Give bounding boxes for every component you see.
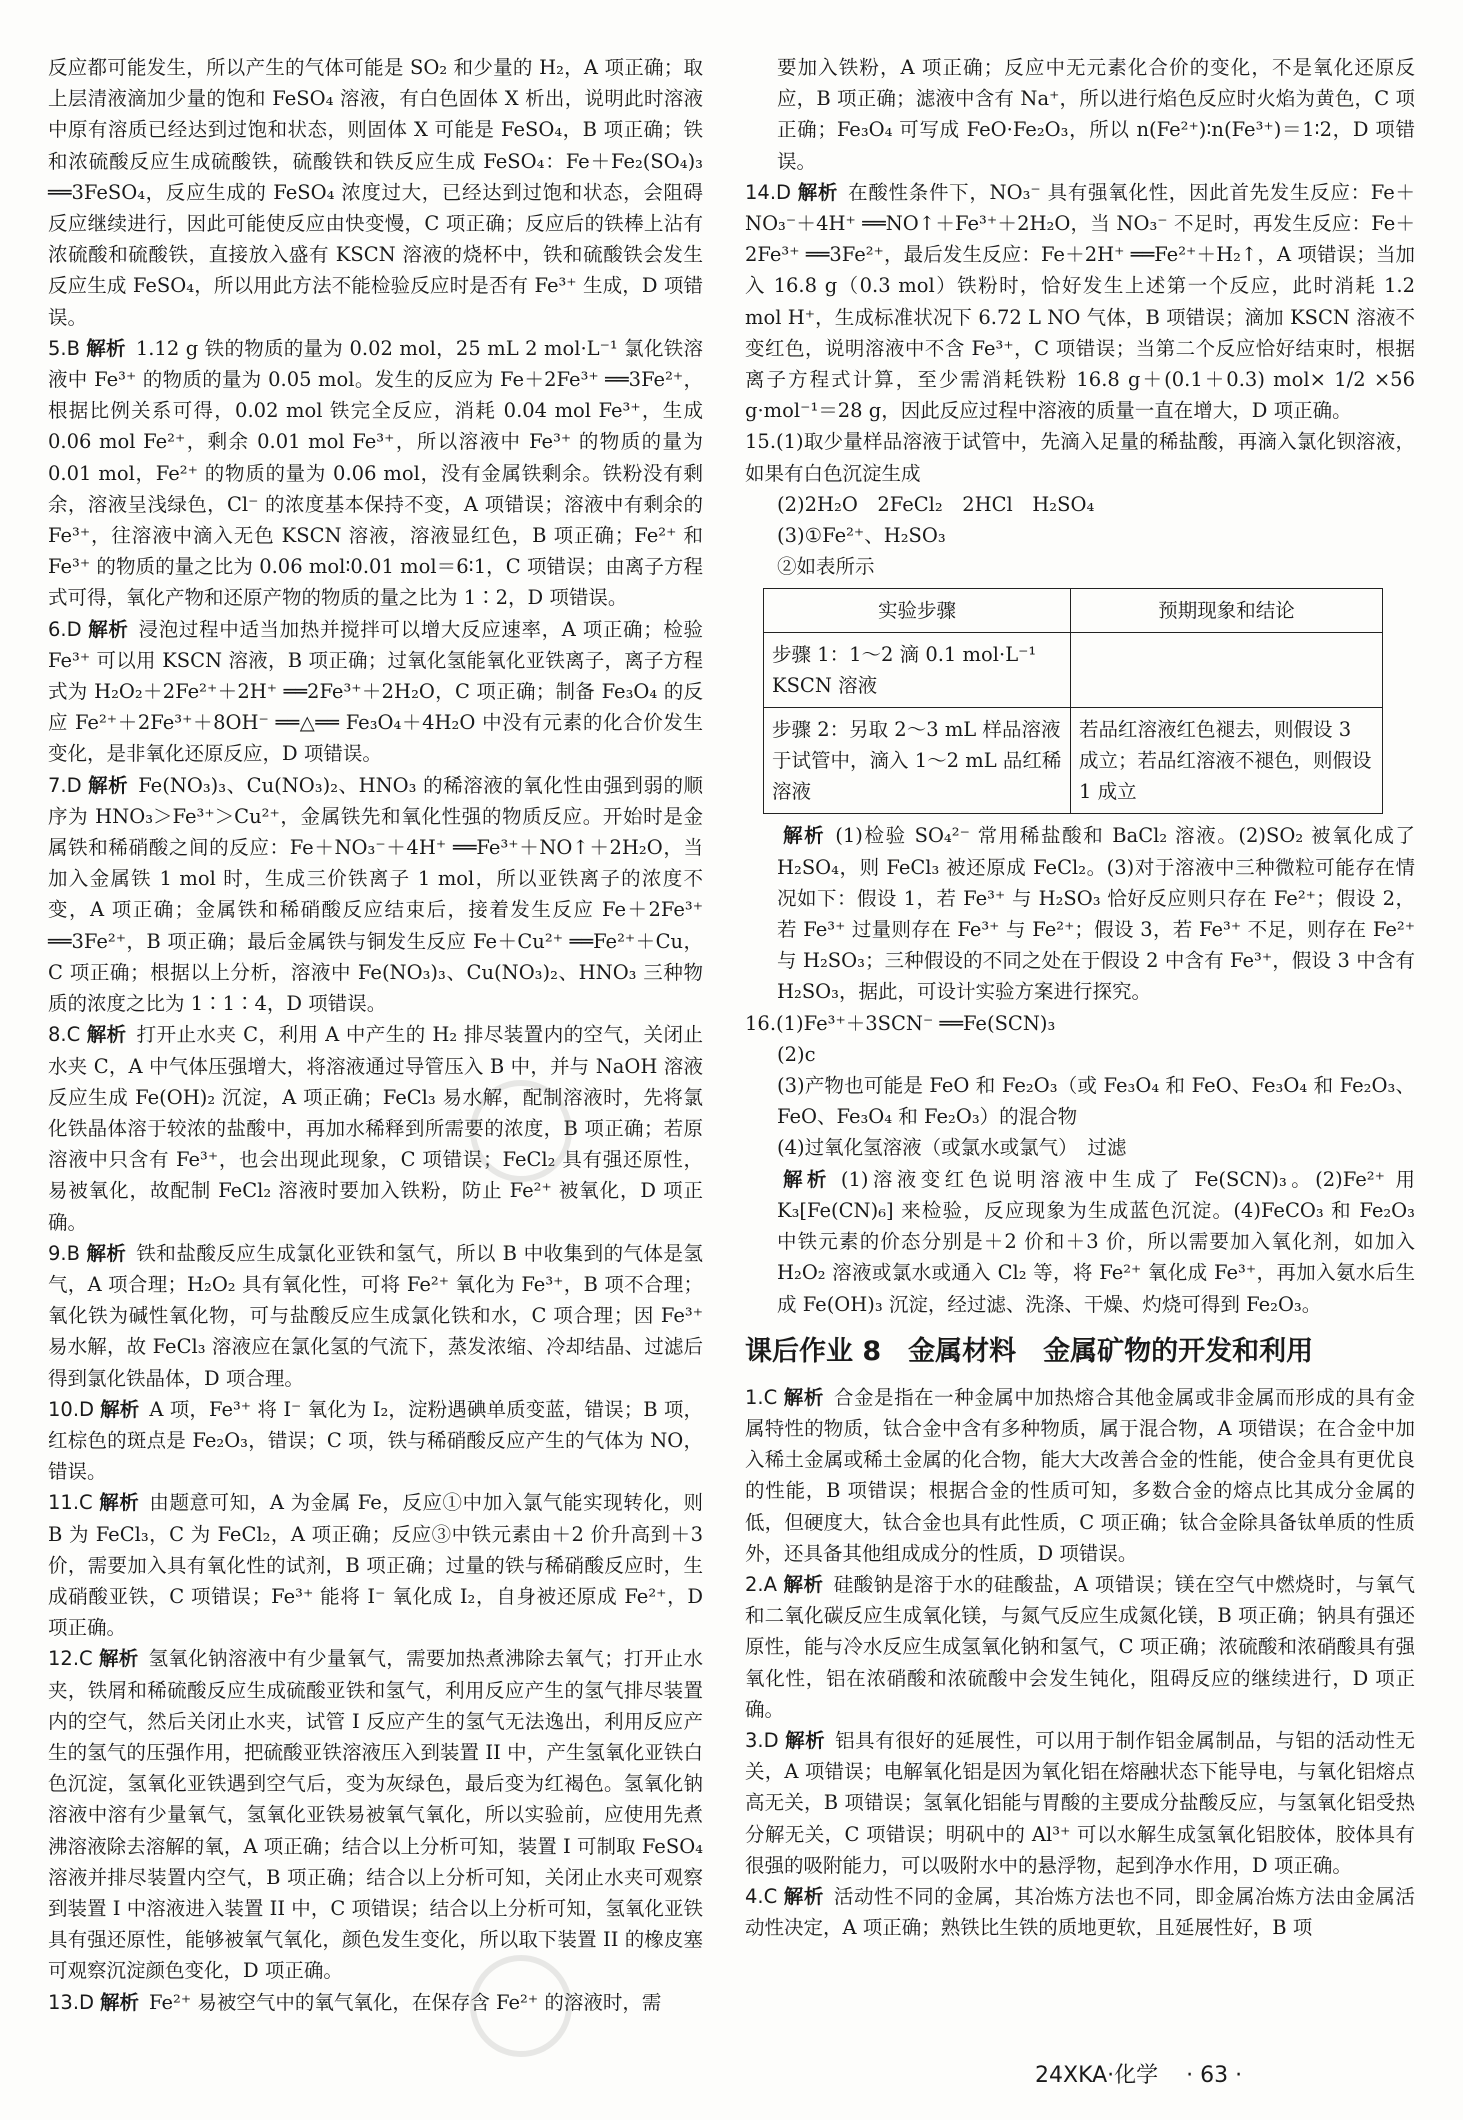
table-header: 实验步骤 [764, 589, 1071, 633]
left-column [48, 52, 703, 2018]
answer-6: 6.D 解析 浸泡过程中适当加热并搅拌可以增大反应速率，A 项正确；检验 Fe³⁺ 可以用 KSCN 溶液，B 项正确；过氧化氢能氧化亚铁离子，离子方程式为 H₂O₂＋2Fe²⁺＋2H⁺ ══2Fe³⁺＋2H₂O，C 项正确；制备 Fe₃O₄ 的反应 Fe²⁺＋2Fe³⁺＋8OH⁻ ══△══ Fe₃O₄＋4H₂O 中没有元素的化合价发生变化，是非氧化还原反应，D 项错误。 [48, 617, 703, 766]
answer-11: 11.C 解析 由题意可知，A 为金属 Fe，反应①中加入氯气能实现转化，则 B 为 FeCl₃，C 为 FeCl₂，A 项正确；反应③中铁元素由＋2 价升高到＋3 价，需要加入具有氧化性的试剂，B 项正确；过量的铁与稀硝酸反应时，生成硝酸亚铁，C 项错误；Fe³⁺ 能将 I⁻ 氧化成 I₂，自身被还原成 Fe²⁺，D 项正确。 [48, 1491, 703, 1640]
table-header: 预期现象和结论 [1071, 589, 1383, 633]
section-heading: 课后作业 8 金属材料 金属矿物的开发和利用 [745, 1335, 1314, 1367]
answer-12: 12.C 解析 氢氧化钠溶液中有少量氧气，需要加热煮沸除去氧气；打开止水夹，铁屑和稀硫酸反应生成硫酸亚铁和氢气，利用反应产生的氢气排尽装置内的空气，然后关闭止水夹，试管 I 反应产生的氢气无法逸出，利用反应产生的氢气的压强作用，把硫酸亚铁溶液压入到装置 II 中，产生氢氧化亚铁白色沉淀，氢氧化亚铁遇到空气后，变为灰绿色，最后变为红褐色。氢氧化钠溶液中溶有少量氧气，氢氧化亚铁易被氧气氧化，所以实验前，应使用先煮沸溶液除去溶解的氧，A 项正确；结合以上分析可知，装置 I 可制取 FeSO₄ 溶液并排尽装置内空气，B 项正确；结合以上分析可知，关闭止水夹可观察到装置 I 中溶液进入装置 II 中，C 项错误；结合以上分析可知，氢氧化亚铁具有强还原性，能够被氧气氧化，颜色发生变化，所以取下装置 II 的橡皮塞可观察沉淀颜色变化，D 项正确。 [48, 1647, 703, 1983]
answer-5: 5.B 解析 1.12 g 铁的物质的量为 0.02 mol，25 mL 2 mol·L⁻¹ 氯化铁溶液中 Fe³⁺ 的物质的量为 0.05 mol。发生的反应为 Fe＋2Fe³⁺ ══3Fe²⁺，根据比例关系可得，0.02 mol 铁完全反应，消耗 0.04 mol Fe³⁺，生成 0.06 mol Fe²⁺，剩余 0.01 mol Fe³⁺，所以溶液中 Fe³⁺ 的物质的量为 0.01 mol，Fe²⁺ 的物质的量为 0.06 mol，没有金属铁剩余。铁粉没有剩余，溶液呈浅绿色，Cl⁻ 的浓度基本保持不变，A 项错误；溶液中有剩余的 Fe³⁺，往溶液中滴入无色 KSCN 溶液，溶液显红色，B 项正确；Fe²⁺ 和 Fe³⁺ 的物质的量之比为 0.06 mol∶0.01 mol＝6∶1，C 项错误；由离子方程式可得，氧化产物和还原产物的物质的量之比为 1∶2，D 项错误。 [48, 336, 703, 610]
table-row [764, 708, 1383, 814]
answer-16-2: (2)c [777, 1042, 816, 1066]
paragraph-cont: 反应都可能发生，所以产生的气体可能是 SO₂ 和少量的 H₂，A 项正确；取上层清液滴加少量的饱和 FeSO₄ 溶液，有白色固体 X 析出，说明此时溶液中原有溶质已经达到过饱和状态，则固体 X 可能是 FeSO₄，B 项正确；铁和浓硫酸反应生成硫酸铁，硫酸铁和铁反应生成 FeSO₄：Fe＋Fe₂(SO₄)₃ ══3FeSO₄，反应生成的 FeSO₄ 浓度过大，已经达到过饱和状态，会阻碍反应继续进行，因此可能使反应由快变慢，C 项正确；反应后的铁棒上沾有浓硫酸和硫酸铁，直接放入盛有 KSCN 溶液的烧杯中，铁和硫酸铁会发生反应生成 FeSO₄，所以用此方法不能检验反应时是否有 Fe³⁺ 生成，D 项错误。 [48, 56, 703, 329]
page-footer [1035, 2058, 1242, 2089]
answer-15-1: 15.(1)取少量样品溶液于试管中，先滴入足量的稀盐酸，再滴入氯化钡溶液，如果有白色沉淀生成 [745, 430, 1415, 485]
paragraph-cont: 要加入铁粉，A 项正确；反应中无元素化合价的变化，不是氧化还原反应，B 项正确；滤液中含有 Na⁺，所以进行焰色反应时火焰为黄色，C 项正确；Fe₃O₄ 可写成 FeO·Fe₂O₃，所以 n(Fe²⁺)∶n(Fe³⁺)＝1∶2，D 项错误。 [777, 56, 1415, 173]
watermark-stamp [470, 1080, 572, 1182]
answer-14: 14.D 解析 在酸性条件下，NO₃⁻ 具有强氧化性，因此首先发生反应：Fe＋NO₃⁻＋4H⁺ ══NO↑＋Fe³⁺＋2H₂O，当 NO₃⁻ 不足时，再发生反应：Fe＋2Fe³⁺ ══3Fe²⁺，最后发生反应：Fe＋2H⁺ ══Fe²⁺＋H₂↑，A 项错误；当加入 16.8 g（0.3 mol）铁粉时，恰好发生上述第一个反应，此时消耗 1.2 mol H⁺，生成标准状况下 6.72 L NO 气体，B 项错误；滴加 KSCN 溶液不变红色，说明溶液中不含 Fe³⁺，C 项错误；当第二个反应恰好结束时，根据离子方程式计算，至少需消耗铁粉 16.8 g＋(0.1＋0.3) mol× 1/2 ×56 g·mol⁻¹＝28 g，因此反应过程中溶液的质量一直在增大，D 项正确。 [745, 180, 1415, 423]
answer-h8-3: 3.D 解析 铝具有很好的延展性，可以用于制作铝金属制品，与铝的活动性无关，A 项错误；电解氧化铝是因为氧化铝在熔融状态下能导电，与氧化铝熔点高无关，B 项错误；氢氧化铝能与胃酸的主要成分盐酸反应，与氢氧化铝受热分解无关，C 项错误；明矾中的 Al³⁺ 可以水解生成氢氧化铝胶体，胶体具有很强的吸附能力，可以吸附水中的悬浮物，起到净水作用，D 项正确。 [745, 1728, 1415, 1877]
table-cell: 若品红溶液红色褪去，则假设 3 成立；若品红溶液不褪色，则假设 1 成立 [1071, 708, 1383, 814]
page-number: · 63 · [1186, 2063, 1243, 2088]
answer-h8-2: 2.A 解析 硅酸钠是溶于水的硅酸盐，A 项错误；镁在空气中燃烧时，与氧气和二氧化碳反应生成氧化镁，与氮气反应生成氮化镁，B 项正确；钠具有强还原性，能与冷水反应生成氢氧化钠和氢气，C 项正确；浓硫酸和浓硝酸具有强氧化性，铝在浓硝酸和浓硫酸中会发生钝化，阻碍反应的继续进行，D 项正确。 [745, 1572, 1415, 1721]
table-cell [1071, 633, 1383, 708]
analysis-16: 解析 (1)溶液变红色说明溶液中生成了 Fe(SCN)₃。(2)Fe²⁺ 用 K₃[Fe(CN)₆] 来检验，反应现象为生成蓝色沉淀。(4)FeCO₃ 和 Fe₂O₃ 中铁元素的价态分别是＋2 价和＋3 价，所以需要加入氧化剂，如加入 H₂O₂ 溶液或氯水或通入 Cl₂ 等，将 Fe²⁺ 氧化成 Fe³⁺，再加入氨水后生成 Fe(OH)₃ 沉淀，经过滤、洗涤、干燥、灼烧可得到 Fe₂O₃。 [777, 1167, 1415, 1316]
answer-16-3: (3)产物也可能是 FeO 和 Fe₂O₃（或 Fe₃O₄ 和 FeO、Fe₃O₄ 和 Fe₂O₃、FeO、Fe₃O₄ 和 Fe₂O₃）的混合物 [777, 1074, 1415, 1129]
answer-h8-1: 1.C 解析 合金是指在一种金属中加热熔合其他金属或非金属而形成的具有金属特性的物质，钛合金中含有多种物质，属于混合物，A 项错误；在合金中加入稀土金属或稀土金属的化合物，能大大改善合金的性能，使合金具有更优良的性能，B 项错误；根据合金的性质可知，多数合金的熔点比其成分金属的低，但硬度大，钛合金也具有此性质，C 项正确；钛合金除具备钛单质的性质外，还具备其他组成成分的性质，D 项错误。 [745, 1385, 1415, 1565]
answer-16-1: 16.(1)Fe³⁺＋3SCN⁻ ══Fe(SCN)₃ [745, 1011, 1056, 1035]
analysis-15: 解析 (1)检验 SO₄²⁻ 常用稀盐酸和 BaCl₂ 溶液。(2)SO₂ 被氧化成了 H₂SO₄，则 FeCl₃ 被还原成 FeCl₂。(3)对于溶液中三种微粒可能存在情况如下：假设 1，若 Fe³⁺ 与 H₂SO₃ 恰好反应则只存在 Fe²⁺；假设 2，若 Fe³⁺ 过量则存在 Fe³⁺ 与 Fe²⁺；假设 3，若 Fe³⁺ 不足，则存在 Fe²⁺ 与 H₂SO₃；三种假设的不同之处在于假设 2 中含有 Fe³⁺，假设 3 中含有 H₂SO₃，据此，可设计实验方案进行探究。 [777, 824, 1415, 1004]
answer-16-4: (4)过氧化氢溶液（或氯水或氯气） 过滤 [777, 1136, 1127, 1160]
table-cell: 步骤 1：1～2 滴 0.1 mol·L⁻¹ KSCN 溶液 [764, 633, 1071, 708]
footer-code: 24XKA·化学 [1035, 2063, 1159, 2088]
answer-7: 7.D 解析 Fe(NO₃)₃、Cu(NO₃)₂、HNO₃ 的稀溶液的氧化性由强到弱的顺序为 HNO₃＞Fe³⁺＞Cu²⁺，金属铁先和氧化性强的物质反应。开始时是金属铁和稀硝酸之间的反应：Fe＋NO₃⁻＋4H⁺ ══Fe³⁺＋NO↑＋2H₂O，当加入金属铁 1 mol 时，生成三价铁离子 1 mol，所以亚铁离子的浓度不变，A 项正确；金属铁和稀硝酸反应结束后，接着发生反应 Fe＋2Fe³⁺ ══3Fe²⁺，B 项正确；最后金属铁与铜发生反应 Fe＋Cu²⁺ ══Fe²⁺＋Cu，C 项正确；根据以上分析，溶液中 Fe(NO₃)₃、Cu(NO₃)₂、HNO₃ 三种物质的浓度之比为 1∶1∶4，D 项错误。 [48, 773, 703, 1016]
watermark-stamp [470, 1955, 572, 2057]
answer-15-2: (2)2H₂O 2FeCl₂ 2HCl H₂SO₄ [777, 492, 1095, 516]
table-cell: 步骤 2：另取 2～3 mL 样品溶液于试管中，滴入 1～2 mL 品红稀溶液 [764, 708, 1071, 814]
table-header-row [764, 589, 1383, 633]
experiment-table [763, 588, 1383, 814]
table-row [764, 633, 1383, 708]
answer-13: 13.D 解析 Fe²⁺ 易被空气中的氧气氧化，在保存含 Fe²⁺ 的溶液时，需 [48, 1990, 662, 2014]
answer-10: 10.D 解析 A 项，Fe³⁺ 将 I⁻ 氧化为 I₂，淀粉遇碘单质变蓝，错误；B 项，红棕色的斑点是 Fe₂O₃，错误；C 项，铁与稀硝酸反应产生的气体为 NO，错误。 [48, 1397, 703, 1484]
answer-8: 8.C 解析 打开止水夹 C，利用 A 中产生的 H₂ 排尽装置内的空气，关闭止水夹 C，A 中气体压强增大，将溶液通过导管压入 B 中，并与 NaOH 溶液反应生成 Fe(OH)₂ 沉淀，A 项正确；FeCl₃ 易水解，配制溶液时，先将氯化铁晶体溶于较浓的盐酸中，再加水稀释到所需要的浓度，B 项正确；若原溶液中只含有 Fe³⁺，也会出现此现象，C 项错误；FeCl₂ 具有强还原性，易被氧化，故配制 FeCl₂ 溶液时要加入铁粉，防止 Fe²⁺ 被氧化，D 项正确。 [48, 1023, 703, 1234]
answer-15-table-note: ②如表所示 [777, 555, 875, 579]
answer-9: 9.B 解析 铁和盐酸反应生成氯化亚铁和氢气，所以 B 中收集到的气体是氢气，A 项合理；H₂O₂ 具有氧化性，可将 Fe²⁺ 氧化为 Fe³⁺，B 项不合理；氧化铁为碱性氧化物，可与盐酸反应生成氯化铁和水，C 项合理；因 Fe³⁺ 易水解，故 FeCl₃ 溶液应在氯化氢的气流下，蒸发浓缩、冷却结晶、过滤后得到氯化铁晶体，D 项合理。 [48, 1241, 703, 1390]
answer-15-3: (3)①Fe²⁺、H₂SO₃ [777, 524, 946, 548]
right-column [745, 52, 1415, 1943]
answer-h8-4: 4.C 解析 活动性不同的金属，其冶炼方法也不同，即金属冶炼方法由金属活动性决定，A 项正确；熟铁比生铁的质地更软，且延展性好，B 项 [745, 1884, 1415, 1940]
